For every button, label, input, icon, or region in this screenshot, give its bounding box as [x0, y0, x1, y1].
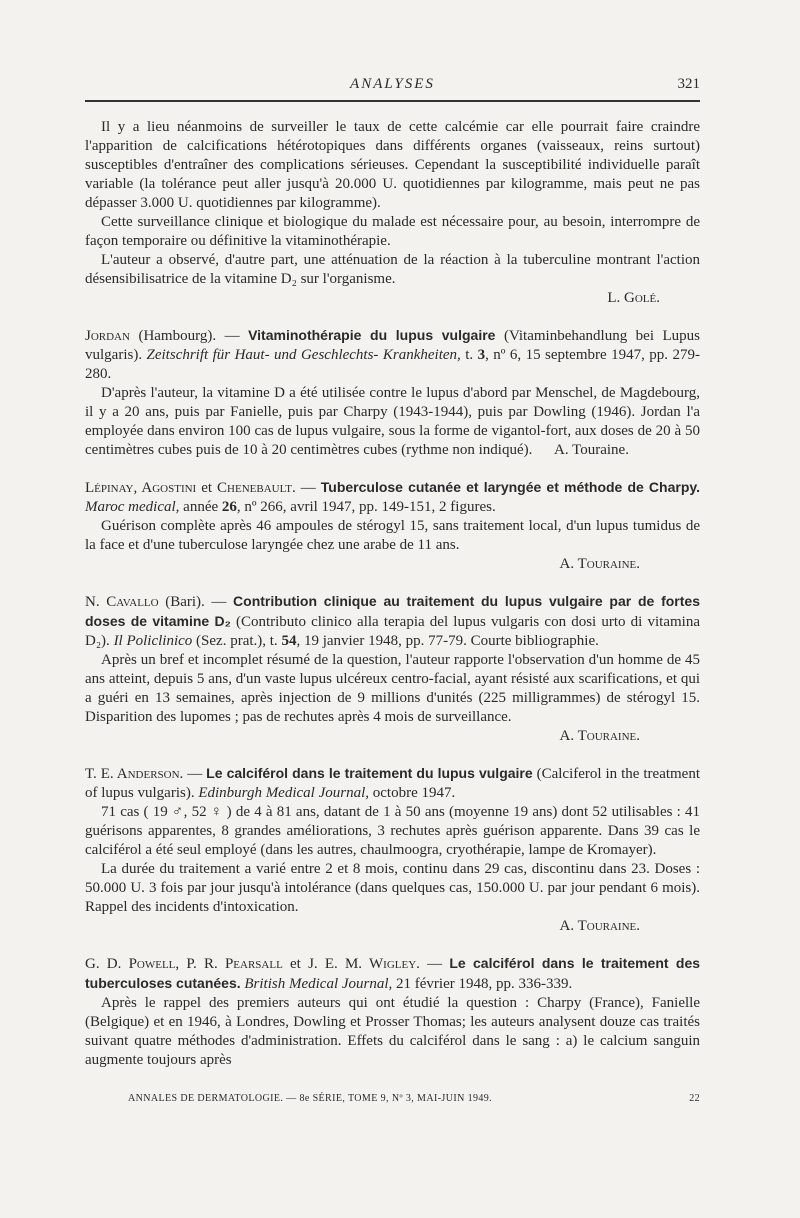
signature: A. Touraine. — [559, 728, 640, 744]
reference: , nº 266, avril 1947, pp. 149-151, 2 figures. — [236, 499, 496, 515]
original-title: (Calciferol in the treatment of lupus vulgaris). — [85, 766, 701, 801]
volume-prefix: t. — [460, 347, 478, 363]
volume: 26 — [221, 499, 237, 515]
authors: Lépinay, Agostini — [85, 480, 197, 496]
volume: 3 — [477, 347, 486, 363]
authors: N. Cavallo — [85, 594, 159, 610]
article-title: Contribution clinique au traitement du lupus vulgaire par de fortes doses de vitamine D₂ — [85, 593, 700, 629]
original-title: (Vitaminbehandlung bei Lupus vulgaris). — [85, 328, 701, 363]
authors: Chenebault — [217, 480, 293, 496]
signature: A. Touraine. — [559, 556, 640, 572]
signature: A. Touraine. — [559, 918, 640, 934]
citation — [85, 954, 700, 994]
authors: T. E. Anderson — [85, 766, 180, 782]
citation — [85, 326, 700, 384]
reference: , 19 janvier 1948, pp. 77-79. Courte bibliographie. — [296, 633, 599, 649]
volume: 54 — [281, 633, 297, 649]
conjunction: et — [282, 956, 309, 972]
citation — [85, 764, 700, 803]
journal-name: Il Policlinico — [113, 633, 193, 649]
place: . — — [292, 480, 321, 496]
abstract-entry — [85, 326, 704, 460]
journal-name: Maroc medical, — [85, 499, 180, 515]
abstract-entry — [85, 478, 700, 574]
abstract-paragraph: Après un bref et incomplet résumé de la question, l'auteur rapporte l'observation d'un homme de 45 ans atteint, depuis 5 ans, d'un vaste lupus ulcéreux centro-facial, ayant résisté aux scarifications, et qui a guéri en 13 semaines, après injection de 9 millions d'unités (225 milligrammes) de stérogyl 15. Disparition des lupomes ; pas de rechutes après 4 mois de surveillance. — [85, 652, 700, 725]
abstract-paragraph: D'après l'auteur, la vitamine D a été utilisée contre le lupus d'abord par Menschel, de Magdebourg, il y a 20 ans, puis par Fanielle, puis par Charpy (1943-1944), puis par Dowling (1946). Jordan l'a employée dans environ 100 cas de lupus vulgaire, sous la forme de vigantol-fort, aux doses de 20 à 50 centimètres cubes puis de 10 à 20 centimètres cubes (rythme non indiqué). A. Touraine. — [85, 385, 704, 458]
journal-name: Edinburgh Medical Journal, — [198, 785, 369, 801]
article-title: Le calciférol dans le traitement du lupus vulgaire — [206, 765, 533, 781]
article-title: Tuberculose cutanée et laryngée et méthode de Charpy. — [320, 479, 701, 495]
citation — [85, 478, 700, 517]
authors: G. D. Powell, P. R. Pearsall — [85, 956, 283, 972]
original-title: (Contributo clinico alla terapia del lupus vulgaris con dosi urto di vitamina D₂). — [85, 614, 700, 649]
header-rule — [85, 100, 700, 102]
running-title: ANALYSES — [350, 76, 435, 92]
signature-mark: 22 — [689, 1093, 700, 1104]
signature: L. Golé. — [607, 290, 660, 306]
volume-prefix: année — [179, 499, 222, 515]
reference: , nº 6, 15 septembre 1947, pp. 279-280. — [85, 347, 700, 382]
intro-paragraph: Il y a lieu néanmoins de surveiller le taux de cette calcémie car elle pourrait faire craindre l'apparition de calcifications hétérotopiques dans différents organes (vaisseaux, reins surtout) susceptibles d'entraîner des complications sérieuses. Cependant la susceptibilité individuelle paraît variable (la tolérance peut aller jusqu'à 20.000 U. quotidiennes par kilogramme, mais peut ne pas dépasser 3.000 U. quotidiennes par kilogramme). — [85, 119, 700, 211]
abstract-entry — [85, 954, 700, 1070]
place: (Bari). — — [158, 594, 234, 610]
page-number: 321 — [677, 76, 700, 92]
journal-name: British Medical Journal, — [240, 976, 393, 992]
page-header — [85, 76, 700, 102]
intro-paragraph: Cette surveillance clinique et biologique du malade est nécessaire pour, au besoin, interrompre de façon temporaire ou définitive la vitaminothérapie. — [85, 214, 700, 249]
intro-paragraph: L'auteur a observé, d'autre part, une atténuation de la réaction à la tuberculine montrant l'action désensibilisatrice de la vitamine D₂ sur l'organisme. — [85, 252, 700, 287]
authors: Jordan — [85, 328, 130, 344]
volume-prefix: (Sez. prat.), t. — [192, 633, 282, 649]
abstract-entry — [85, 592, 700, 746]
conjunction: et — [196, 480, 218, 496]
reference: 21 février 1948, pp. 336-339. — [392, 976, 573, 992]
journal-name: Zeitschrift für Haut- und Geschlechts- Krankheiten, — [146, 347, 461, 363]
abstract-entry — [85, 764, 700, 936]
article-title: Vitaminothérapie du lupus vulgaire — [248, 327, 496, 343]
place: (Hambourg). — — [129, 328, 249, 344]
journal-footer: ANNALES DE DERMATOLOGIE. — 8e SÉRIE, TOME 9, Nº 3, MAI-JUIN 1949. — [128, 1093, 493, 1104]
citation — [85, 592, 700, 651]
authors: J. E. M. Wigley — [308, 956, 417, 972]
abstract-paragraph: 71 cas ( 19 ♂, 52 ♀ ) de 4 à 81 ans, datant de 1 à 50 ans (moyenne 19 ans) dont 52 utilisables : 41 guérisons apparentes, 8 grandes améliorations, 3 rechutes après guérison apparente. Dans 39 cas le calciférol a été seul employé (dans les autres, chaulmoogra, cryothérapie, lampe de Kromayer). — [85, 804, 700, 858]
place: . — — [416, 956, 450, 972]
page-body — [85, 118, 704, 1070]
article-title: Le calciférol dans le traitement des tuberculoses cutanées. — [85, 955, 701, 991]
reference: octobre 1947. — [369, 785, 456, 801]
abstract-paragraph: La durée du traitement a varié entre 2 et 8 mois, continu dans 29 cas, discontinu dans 23. Doses : 50.000 U. 3 fois par jour jusqu'à intolérance (dans quelques cas, 150.000 U. par jour pendant 6 mois). Rappel des incidents d'intoxication. — [85, 861, 700, 915]
abstract-paragraph: Après le rappel des premiers auteurs qui ont étudié la question : Charpy (France), Fanielle (Belgique) et en 1946, à Londres, Dowling et Prosser Thomas; les auteurs analysent douze cas traités suivant quatre méthodes d'administration. Effets du calciférol dans le sang : a) le calcium sanguin augmente toujours après — [85, 995, 700, 1068]
place: . — — [179, 766, 207, 782]
abstract-paragraph: Guérison complète après 46 ampoules de stérogyl 15, sans traitement local, d'un lupus tumidus de la face et d'une tuberculose laryngée chez une arabe de 11 ans. — [85, 518, 700, 553]
